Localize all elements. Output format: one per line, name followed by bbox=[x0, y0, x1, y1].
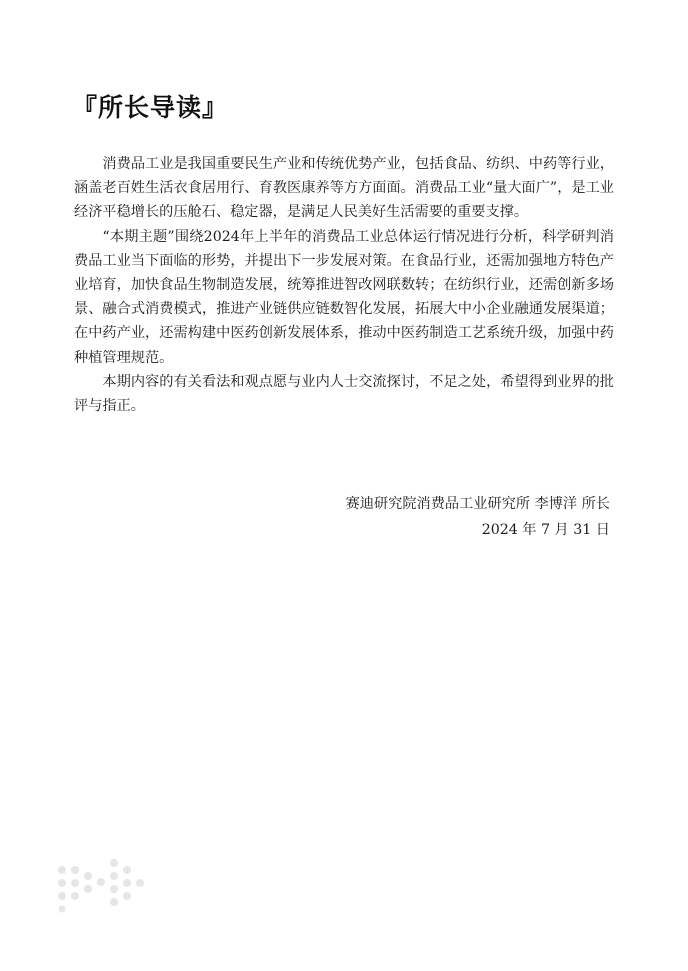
dots-logo-icon bbox=[56, 858, 156, 914]
paragraph-1: 消费品工业是我国重要民生产业和传统优势产业，包括食品、纺织、中药等行业，涵盖老百姓生活衣食居用行、育教医康养等方方面面。消费品工业“量大面广”，是工业经济平稳增长的压舱石、稳定器，是满足人民美好生活需要的重要支撑。 bbox=[74, 156, 614, 221]
signature-block bbox=[346, 491, 610, 543]
signature-author: 赛迪研究院消费品工业研究所 李博洋 所长 bbox=[345, 496, 610, 512]
page-title: 『所长导读』 bbox=[72, 93, 229, 122]
signature-date: 2024 年 7 月 31 日 bbox=[481, 522, 610, 538]
article-body bbox=[74, 152, 614, 418]
paragraph-3: 本期内容的有关看法和观点愿与业内人士交流探讨，不足之处，希望得到业界的批评与指正。 bbox=[74, 373, 614, 415]
paragraph-2: “本期主题”围绕2024年上半年的消费品工业总体运行情况进行分析，科学研判消费品工业当下面临的形势，并提出下一步发展对策。在食品行业，还需加强地方特色产业培育，加快食品生物制造发展，统筹推进智改网联数转；在纺织行业，还需创新多场景、融合式消费模式，推进产业链供应链数智化发展，拓展大中小企业融通发展渠道；在中药产业，还需构建中医药创新发展体系，推动中医药制造工艺系统升级，加强中药种植管理规范。 bbox=[74, 228, 614, 366]
